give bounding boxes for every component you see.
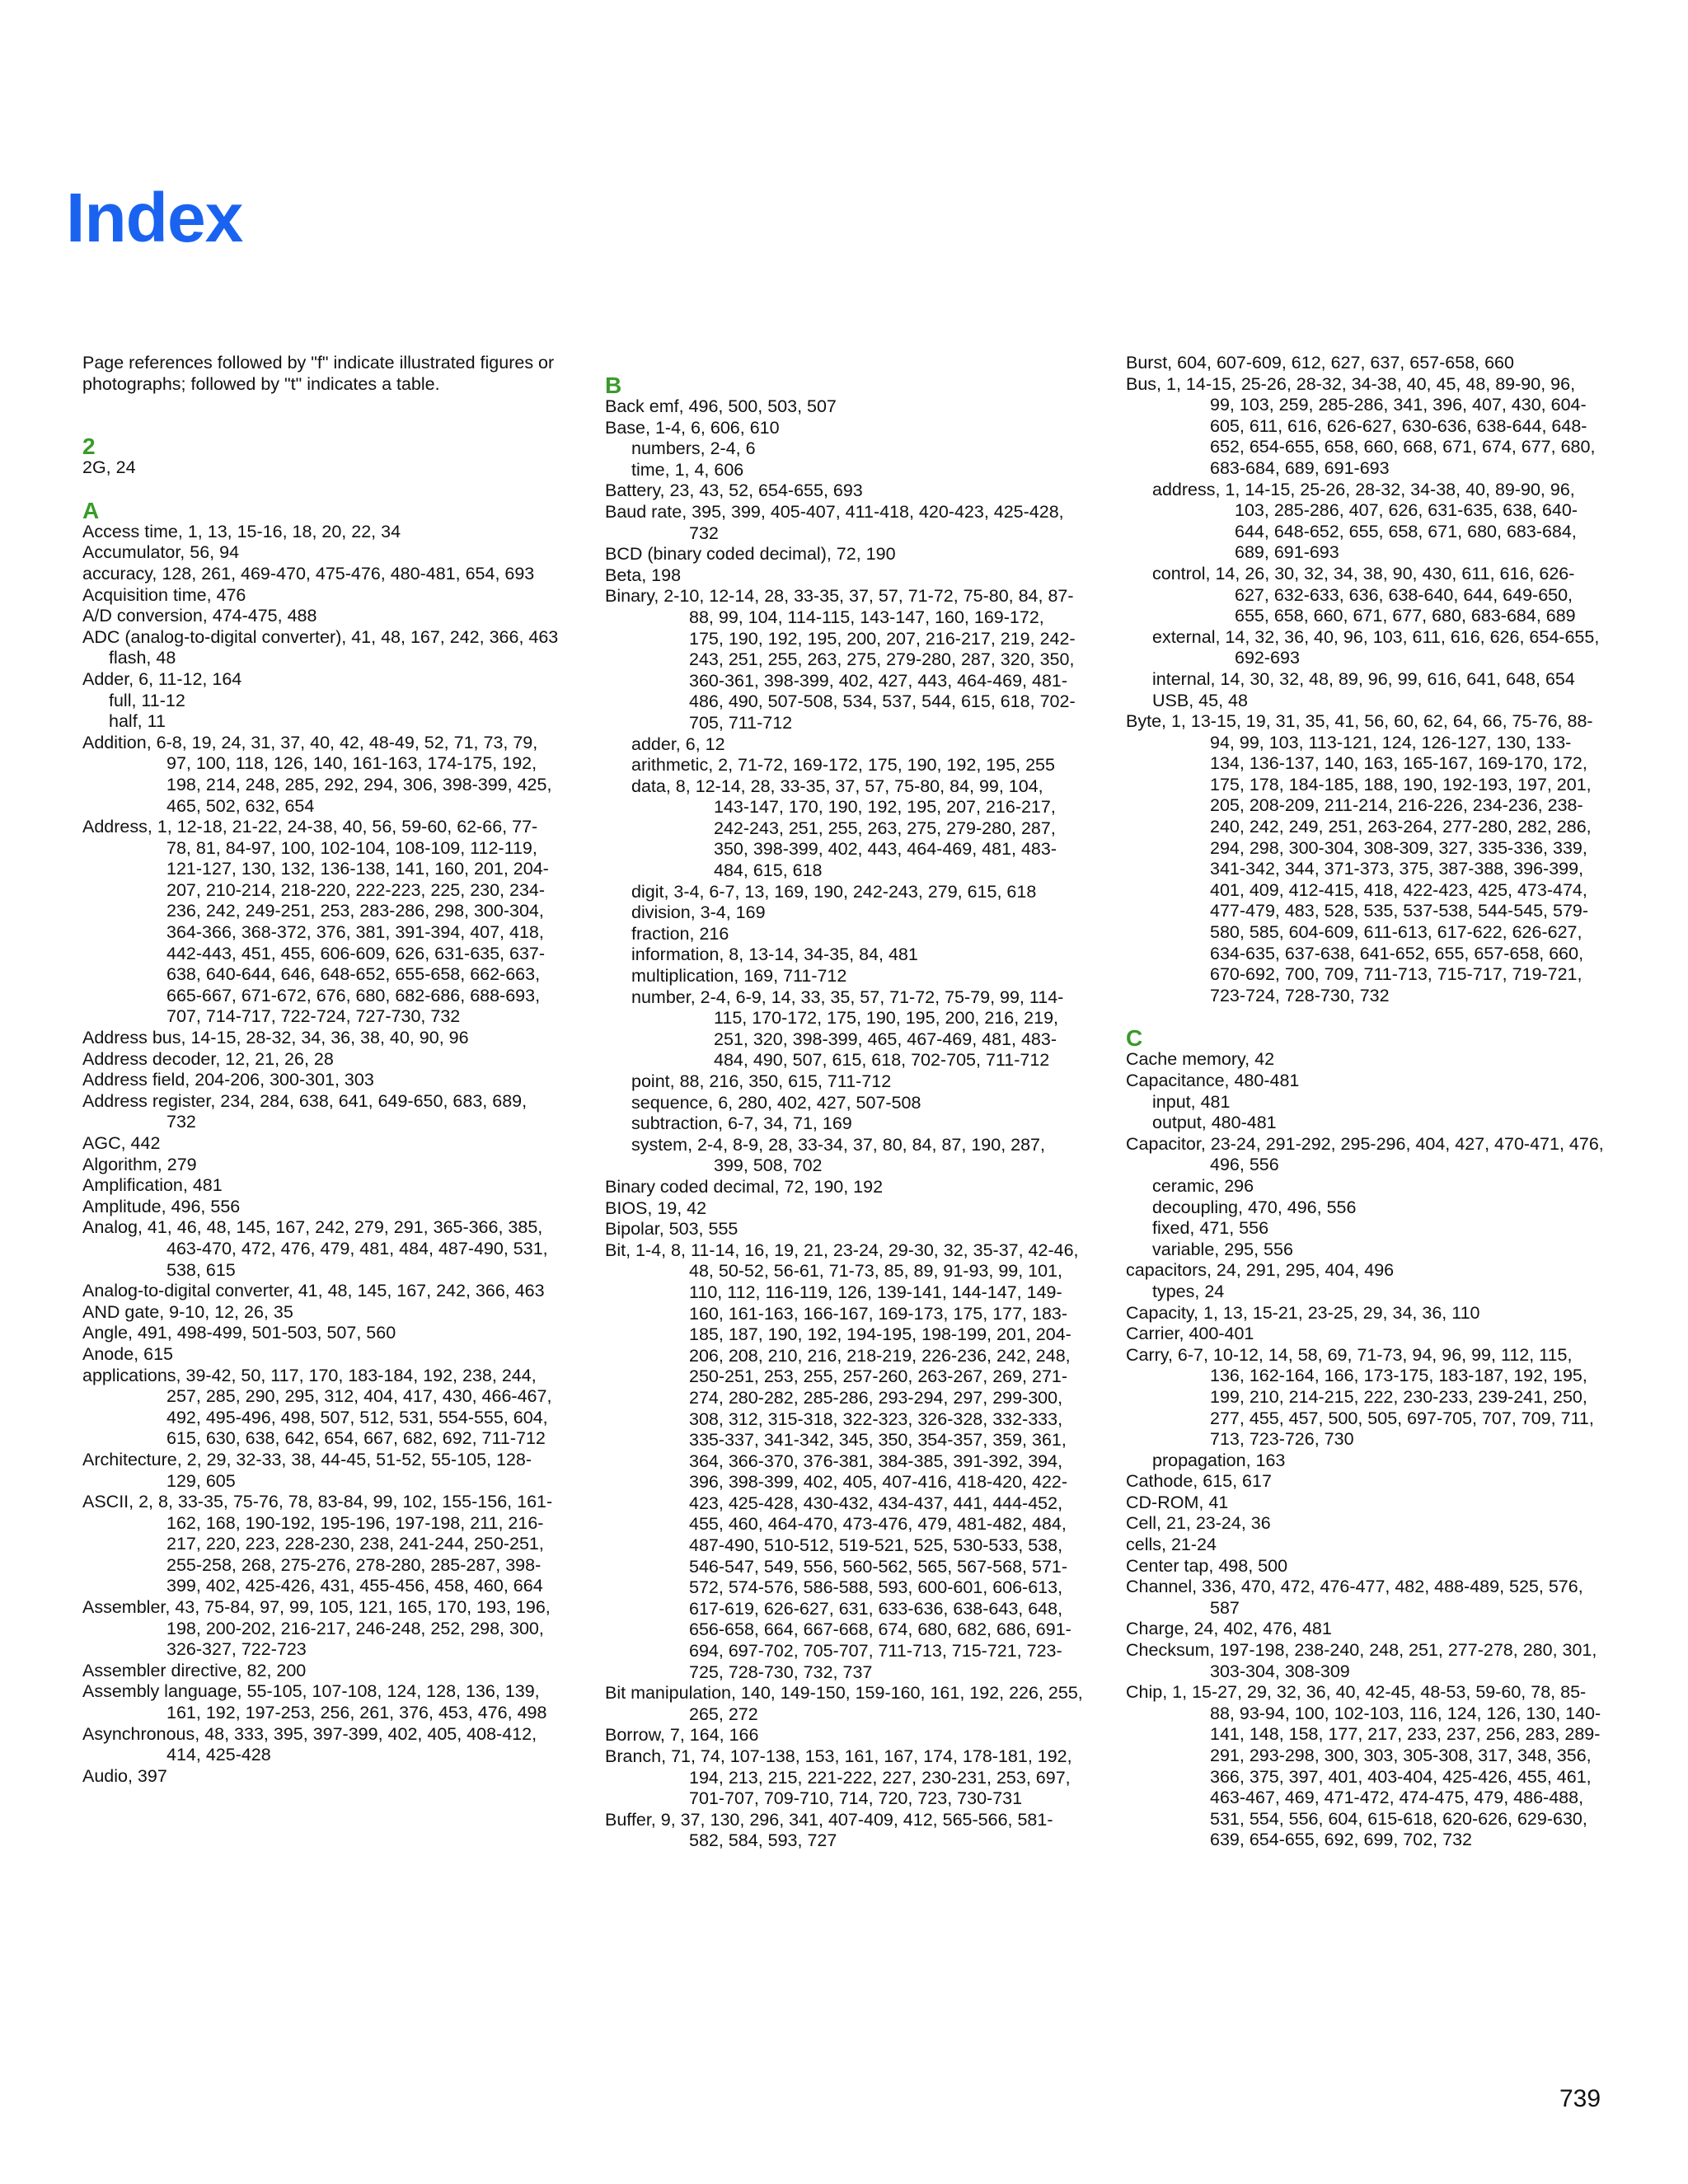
- index-entries-column-2: [605, 375, 1083, 1852]
- index-entry: Cache memory, 42: [1126, 1049, 1275, 1070]
- index-entries-column-1: [82, 436, 560, 1787]
- index-entry: capacitors, 24, 291, 295, 404, 496: [1126, 1260, 1395, 1281]
- index-entry: Amplitude, 496, 556: [82, 1196, 241, 1216]
- index-entry: Cathode, 615, 617: [1126, 1471, 1272, 1492]
- index-subentry: subtraction, 6-7, 34, 71, 169: [631, 1113, 852, 1134]
- index-entry: Capacitor, 23-24, 291-292, 295-296, 404, 427, 470-471, 476, 496, 556: [1126, 1133, 1604, 1175]
- index-subentry: numbers, 2-4, 6: [631, 438, 756, 459]
- index-entry: Byte, 1, 13-15, 19, 31, 35, 41, 56, 60, 62, 64, 66, 75-76, 88-94, 99, 103, 113-121, 124, 126-127, 130, 133-134, 136-137, 140, 163, 165-167, 169-170, 172, 175, 178, 184-185, 188, 190, 192-193, 197, 201, 205, 208-209, 211-214, 216-226, 234-236, 238-240, 242, 249, 251, 263-264, 277-280, 282, 286, 294, 298, 300-304, 308-309, 327, 335-336, 339, 341-342, 344, 371-373, 375, 387-388, 396-399, 401, 409, 412-415, 418, 422-423, 425, 473-474, 477-479, 483, 528, 535, 537-538, 544-545, 579-580, 585, 604-609, 611-613, 617-622, 626-627, 634-635, 637-638, 641-652, 655, 657-658, 660, 670-692, 700, 709, 711-713, 715-717, 719-721, 723-724, 728-730, 732: [1126, 711, 1593, 1005]
- index-subentry: control, 14, 26, 30, 32, 34, 38, 90, 430, 611, 616, 626-627, 632-633, 636, 638-640, 644, 649-650, 655, 658, 660, 671, 677, 680, 683-684, 689: [1152, 563, 1576, 626]
- index-intro-note: Page references followed by "f" indicate illustrated figures or photographs; followed by "t" indicates a table.: [82, 353, 555, 394]
- index-column-1: [82, 353, 560, 1787]
- index-entry: Adder, 6, 11-12, 164: [82, 668, 242, 689]
- index-entry: Architecture, 2, 29, 32-33, 38, 44-45, 51-52, 55-105, 128-129, 605: [82, 1449, 532, 1491]
- index-subentry: internal, 14, 30, 32, 48, 89, 96, 99, 616, 641, 648, 654: [1152, 668, 1575, 689]
- index-subentry: ceramic, 296: [1152, 1175, 1254, 1196]
- index-entry: Battery, 23, 43, 52, 654-655, 693: [605, 480, 863, 501]
- index-entry: Center tap, 498, 500: [1126, 1555, 1288, 1576]
- index-column-3: [1126, 353, 1604, 1851]
- index-entry: Audio, 397: [82, 1765, 167, 1786]
- index-entry: Acquisition time, 476: [82, 584, 246, 605]
- index-entry: Bit manipulation, 140, 149-150, 159-160, 161, 192, 226, 255, 265, 272: [605, 1683, 1083, 1724]
- index-entry: Burst, 604, 607-609, 612, 627, 637, 657-658, 660: [1126, 353, 1514, 373]
- index-entry: Carrier, 400-401: [1126, 1324, 1254, 1344]
- index-subentry: division, 3-4, 169: [631, 902, 766, 923]
- index-entry: accuracy, 128, 261, 469-470, 475-476, 480-481, 654, 693: [82, 563, 535, 583]
- index-subentry: variable, 295, 556: [1152, 1239, 1293, 1259]
- index-entry: Buffer, 9, 37, 130, 296, 341, 407-409, 412, 565-566, 581-582, 584, 593, 727: [605, 1809, 1053, 1851]
- index-subentry: number, 2-4, 6-9, 14, 33, 35, 57, 71-72, 75-79, 99, 114-115, 170-172, 175, 190, 195, 200, 216, 219, 251, 320, 398-399, 465, 467-469, 481, 483-484, 490, 507, 615, 618, 702-705, 711-712: [631, 987, 1064, 1071]
- index-subentry: full, 11-12: [109, 690, 185, 710]
- index-entry: Addition, 6-8, 19, 24, 31, 37, 40, 42, 48-49, 52, 71, 73, 79, 97, 100, 118, 126, 140, 161-163, 174-175, 192, 198, 214, 248, 285, 292, 294, 306, 398-399, 425, 465, 502, 632, 654: [82, 732, 552, 816]
- index-entry: Back emf, 496, 500, 503, 507: [605, 396, 837, 416]
- page-title: Index: [66, 179, 243, 256]
- index-entry: Algorithm, 279: [82, 1154, 197, 1174]
- index-entry: Accumulator, 56, 94: [82, 542, 240, 563]
- index-entry: Access time, 1, 13, 15-16, 18, 20, 22, 34: [82, 521, 401, 541]
- index-subentry: arithmetic, 2, 71-72, 169-172, 175, 190, 192, 195, 255: [631, 755, 1055, 776]
- index-subentry: propagation, 163: [1152, 1450, 1286, 1470]
- index-entry: Binary coded decimal, 72, 190, 192: [605, 1176, 884, 1197]
- index-entry: ASCII, 2, 8, 33-35, 75-76, 78, 83-84, 99, 102, 155-156, 161-162, 168, 190-192, 195-196, 197-198, 211, 216-217, 220, 223, 228-230, 238, 241-244, 250-251, 255-258, 268, 275-276, 278-280, 285-287, 398-399, 402, 425-426, 431, 455-456, 458, 460, 664: [82, 1492, 553, 1596]
- index-entry: cells, 21-24: [1126, 1535, 1217, 1555]
- index-subentry: point, 88, 216, 350, 615, 711-712: [631, 1071, 892, 1091]
- index-entry: AND gate, 9-10, 12, 26, 35: [82, 1301, 293, 1322]
- index-subentry: decoupling, 470, 496, 556: [1152, 1197, 1357, 1217]
- index-entry: Assembler, 43, 75-84, 97, 99, 105, 121, 165, 170, 193, 196, 198, 200-202, 216-217, 246-248, 252, 298, 300, 326-327, 722-723: [82, 1597, 551, 1660]
- index-entry: Capacity, 1, 13, 15-21, 23-25, 29, 34, 36, 110: [1126, 1302, 1480, 1323]
- index-entry: Assembler directive, 82, 200: [82, 1660, 307, 1680]
- index-entry: Angle, 491, 498-499, 501-503, 507, 560: [82, 1323, 396, 1343]
- index-entry: Branch, 71, 74, 107-138, 153, 161, 167, 174, 178-181, 192, 194, 213, 215, 221-222, 227, 230-231, 253, 697, 701-707, 709-710, 714, 720, 723, 730-731: [605, 1746, 1072, 1809]
- section-letter: 2: [82, 434, 96, 460]
- index-entry: Analog-to-digital converter, 41, 48, 145, 167, 242, 366, 463: [82, 1281, 545, 1301]
- index-subentry: external, 14, 32, 36, 40, 96, 103, 611, 616, 626, 654-655, 692-693: [1152, 626, 1600, 668]
- index-entry: Bipolar, 503, 555: [605, 1219, 738, 1240]
- index-entry: Address register, 234, 284, 638, 641, 649-650, 683, 689, 732: [82, 1090, 528, 1132]
- index-subentry: multiplication, 169, 711-712: [631, 966, 847, 987]
- index-subentry: input, 481: [1152, 1091, 1231, 1112]
- page-number: 739: [1559, 2085, 1601, 2112]
- index-subentry: system, 2-4, 8-9, 28, 33-34, 37, 80, 84, 87, 190, 287, 399, 508, 702: [631, 1134, 1045, 1176]
- section-letter: B: [605, 373, 622, 398]
- index-entry: Address, 1, 12-18, 21-22, 24-38, 40, 56, 59-60, 62-66, 77-78, 81, 84-97, 100, 102-104, 108-109, 112-119, 121-127, 130, 132, 136-138, 141, 160, 201, 204-207, 210-214, 218-220, 222-223, 225, 230, 234-236, 242, 249-251, 253, 283-286, 298, 300-304, 364-366, 368-372, 376, 381, 391-394, 407, 418, 442-443, 451, 455, 606-609, 626, 631-635, 637-638, 640-644, 646, 648-652, 655-658, 662-663, 665-667, 671-672, 676, 680, 682-686, 688-693, 707, 714-717, 722-724, 727-730, 732: [82, 817, 549, 1027]
- section-letter: A: [82, 497, 100, 523]
- index-entry: Checksum, 197-198, 238-240, 248, 251, 277-278, 280, 301, 303-304, 308-309: [1126, 1640, 1597, 1681]
- index-entry: Capacitance, 480-481: [1126, 1071, 1300, 1090]
- index-entry: ADC (analog-to-digital converter), 41, 48, 167, 242, 366, 463: [82, 626, 559, 647]
- index-entry: BCD (binary coded decimal), 72, 190: [605, 544, 896, 565]
- index-entries-column-3: [1126, 353, 1604, 1851]
- index-entry: Baud rate, 395, 399, 405-407, 411-418, 420-423, 425-428, 732: [605, 501, 1064, 543]
- index-entry: Amplification, 481: [82, 1175, 223, 1196]
- index-subentry: output, 480-481: [1152, 1113, 1277, 1133]
- index-subentry: sequence, 6, 280, 402, 427, 507-508: [631, 1092, 921, 1113]
- index-subentry: digit, 3-4, 6-7, 13, 169, 190, 242-243, 279, 615, 618: [631, 881, 1037, 902]
- index-entry: Analog, 41, 46, 48, 145, 167, 242, 279, 291, 365-366, 385, 463-470, 472, 476, 479, 481, 484, 487-490, 531, 538, 615: [82, 1217, 548, 1280]
- index-subentry: flash, 48: [109, 648, 176, 668]
- index-entry: Charge, 24, 402, 476, 481: [1126, 1619, 1332, 1639]
- index-entry: Address field, 204-206, 300-301, 303: [82, 1070, 374, 1090]
- index-subentry: address, 1, 14-15, 25-26, 28-32, 34-38, 40, 89-90, 96, 103, 285-286, 407, 626, 631-635, 638, 640-644, 648-652, 655, 658, 671, 680, 683-684, 689, 691-693: [1152, 479, 1578, 563]
- index-subentry: time, 1, 4, 606: [631, 459, 744, 480]
- index-entry: BIOS, 19, 42: [605, 1197, 707, 1218]
- index-entry: Beta, 198: [605, 565, 682, 585]
- index-entry: Anode, 615: [82, 1343, 173, 1364]
- index-entry: applications, 39-42, 50, 117, 170, 183-184, 192, 238, 244, 257, 285, 290, 295, 312, 404, 417, 430, 466-467, 492, 495-496, 498, 507, 512, 531, 554-555, 604, 615, 630, 638, 642, 654, 667, 682, 692, 711-712: [82, 1365, 552, 1449]
- index-column-2: [605, 354, 1083, 1852]
- index-entry: Address bus, 14-15, 28-32, 34, 36, 38, 40, 90, 96: [82, 1028, 469, 1048]
- index-entry: Assembly language, 55-105, 107-108, 124, 128, 136, 139, 161, 192, 197-253, 256, 261, 376, 453, 476, 498: [82, 1681, 547, 1723]
- index-subentry: adder, 6, 12: [631, 733, 725, 754]
- index-entry: CD-ROM, 41: [1126, 1492, 1229, 1512]
- index-subentry: types, 24: [1152, 1281, 1225, 1301]
- section-letter: C: [1126, 1025, 1143, 1052]
- index-entry: Channel, 336, 470, 472, 476-477, 482, 488-489, 525, 576, 587: [1126, 1577, 1583, 1618]
- index-subentry: fixed, 471, 556: [1152, 1218, 1269, 1239]
- index-entry: Borrow, 7, 164, 166: [605, 1725, 759, 1746]
- index-subentry: fraction, 216: [631, 923, 729, 944]
- index-entry: Chip, 1, 15-27, 29, 32, 36, 40, 42-45, 48-53, 59-60, 78, 85-88, 93-94, 100, 102-103, 116, 124, 126, 130, 140-141, 148, 158, 177, 217, 233, 237, 256, 283, 289-291, 293-298, 300, 303, 305-308, 317, 348, 356, 366, 375, 397, 401, 403-404, 425-426, 455, 461, 463-467, 469, 471-472, 474-475, 479, 486-488, 531, 554, 556, 604, 615-618, 620-626, 629-630, 639, 654-655, 692, 699, 702, 732: [1126, 1682, 1601, 1850]
- index-entry: Cell, 21, 23-24, 36: [1126, 1513, 1271, 1534]
- index-entry: Base, 1-4, 6, 606, 610: [605, 417, 780, 438]
- index-subentry: information, 8, 13-14, 34-35, 84, 481: [631, 944, 918, 965]
- index-entry: Bit, 1-4, 8, 11-14, 16, 19, 21, 23-24, 29-30, 32, 35-37, 42-46, 48, 50-52, 56-61, 71-73, 85, 89, 91-93, 99, 101, 110, 112, 116-119, 126, 139-141, 144-147, 149-160, 161-163, 166-167, 169-173, 175, 177, 183-185, 187, 190, 192, 194-195, 198-199, 201, 204-206, 208, 210, 216, 218-219, 226-236, 242, 248, 250-251, 253, 255, 257-260, 263-267, 269, 271-274, 280-282, 285-286, 293-294, 297, 299-300, 308, 312, 315-318, 322-323, 326-328, 332-333, 335-337, 341-342, 345, 350, 354-357, 359, 361, 364, 366-370, 376-381, 384-385, 391-392, 394, 396, 398-399, 402, 405, 407-416, 418-420, 422-423, 425-428, 430-432, 434-437, 441, 444-452, 455, 460, 464-470, 473-476, 479, 481-482, 484, 487-490, 510-512, 519-521, 525, 530-533, 538, 546-547, 549, 556, 560-562, 565, 567-568, 571-572, 574-576, 586-588, 593, 600-601, 606-613, 617-619, 626-627, 631, 633-636, 638-643, 648, 656-658, 664, 667-668, 674, 680, 682, 686, 691-694, 697-702, 705-707, 711-713, 715-721, 723-725, 728-730, 732, 737: [605, 1240, 1079, 1682]
- index-entry: Asynchronous, 48, 333, 395, 397-399, 402, 405, 408-412, 414, 425-428: [82, 1723, 537, 1765]
- index-entry: 2G, 24: [82, 457, 136, 478]
- index-entry: A/D conversion, 474-475, 488: [82, 606, 317, 626]
- index-subentry: data, 8, 12-14, 28, 33-35, 37, 57, 75-80, 84, 99, 104, 143-147, 170, 190, 192, 195, 207, 216-217, 242-243, 251, 255, 263, 275, 279-280, 287, 350, 398-399, 402, 443, 464-469, 481, 483-484, 615, 618: [631, 776, 1057, 881]
- index-entry: Binary, 2-10, 12-14, 28, 33-35, 37, 57, 71-72, 75-80, 84, 87-88, 99, 104, 114-115, 143-147, 160, 169-172, 175, 190, 192, 195, 200, 207, 216-217, 219, 242-243, 251, 255, 263, 275, 279-280, 287, 320, 350, 360-361, 398-399, 402, 427, 443, 464-469, 481-486, 490, 507-508, 534, 537, 544, 615, 618, 702-705, 711-712: [605, 586, 1076, 733]
- index-entry: AGC, 442: [82, 1133, 161, 1153]
- index-subentry: USB, 45, 48: [1152, 690, 1248, 710]
- index-entry: Carry, 6-7, 10-12, 14, 58, 69, 71-73, 94, 96, 99, 112, 115, 136, 162-164, 166, 173-175, 183-187, 192, 195, 199, 210, 214-215, 222, 230-233, 239-241, 250, 277, 455, 457, 500, 505, 697-705, 707, 709, 711, 713, 723-726, 730: [1126, 1344, 1594, 1450]
- index-subentry: half, 11: [109, 711, 166, 732]
- index-entry: Bus, 1, 14-15, 25-26, 28-32, 34-38, 40, 45, 48, 89-90, 96, 99, 103, 259, 285-286, 341, 396, 407, 430, 604-605, 611, 616, 626-627, 630-636, 638-644, 648-652, 654-655, 658, 660, 668, 671, 674, 677, 680, 683-684, 689, 691-693: [1126, 373, 1596, 478]
- index-entry: Address decoder, 12, 21, 26, 28: [82, 1048, 334, 1069]
